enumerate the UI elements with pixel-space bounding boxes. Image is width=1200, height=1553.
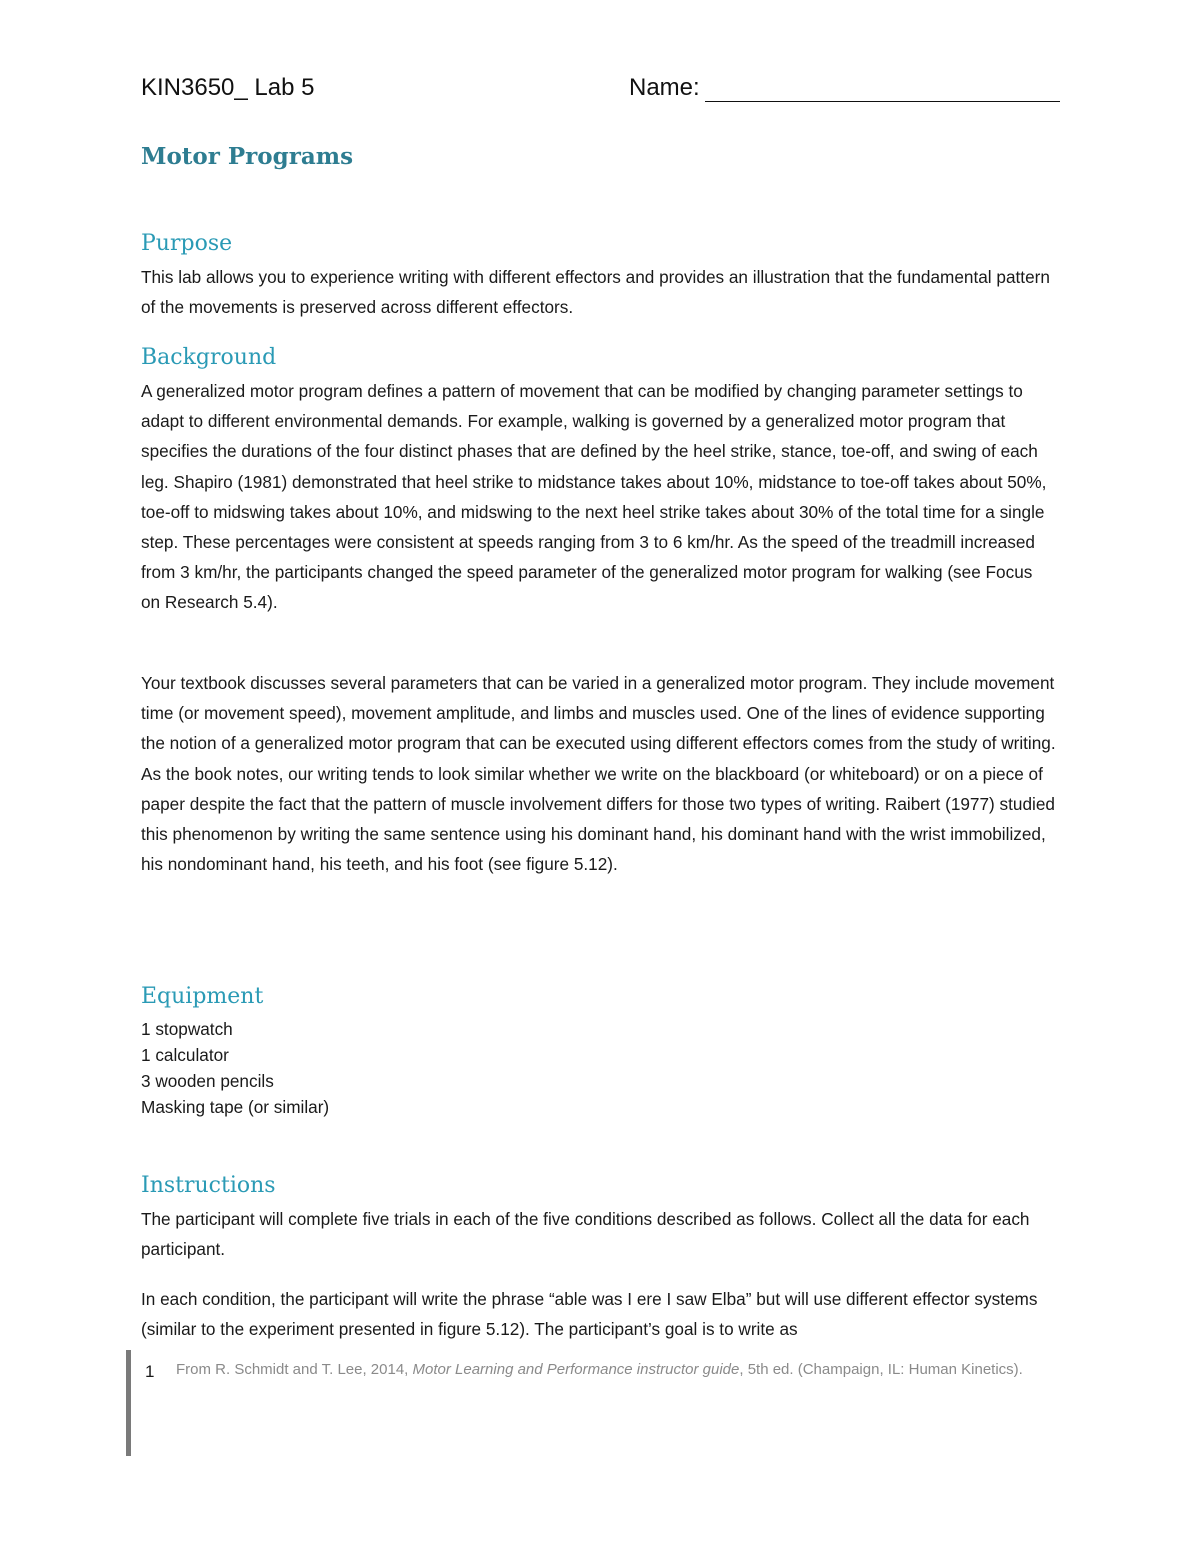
page-header [141, 74, 1061, 108]
instructions-heading: Instructions [141, 1173, 276, 1198]
page-title: Motor Programs [141, 143, 354, 170]
name-label: Name: [629, 74, 700, 101]
footnote-number: 1 [145, 1362, 155, 1381]
background-paragraph-2: Your textbook discusses several parameters that can be varied in a generalized motor program. They include movement time (or movement speed), movement amplitude, and limbs and muscles used. One of the lines of evidence supporting the notion of a generalized motor program that can be executed using different effectors comes from the study of writing. As the book notes, our writing tends to look similar whether we write on the blackboard (or whiteboard) or on a piece of paper despite the fact that the pattern of muscle involvement differs for those two types of writing. Raibert (1977) studied this phenomenon by writing the same sentence using his dominant hand, his dominant hand with the wrist immobilized, his nondominant hand, his teeth, and his foot (see figure 5.12). [141, 673, 1056, 875]
purpose-heading: Purpose [141, 231, 233, 256]
background-paragraph-1: A generalized motor program defines a pattern of movement that can be modified by changing parameter settings to adapt to different environmental demands. For example, walking is governed by a generalized motor program that specifies the durations of the four distinct phases that are defined by the heel strike, stance, toe-off, and swing of each leg. Shapiro (1981) demonstrated that heel strike to midstance takes about 10%, midstance to toe-off takes about 50%, toe-off to midswing takes about 10%, and midswing to the next heel strike takes about 30% of the total time for a single step. These percentages were consistent at speeds ranging from 3 to 6 km/hr. As the speed of the treadmill increased from 3 km/hr, the participants changed the speed parameter of the generalized motor program for walking (see Focus on Research 5.4). [141, 381, 1047, 613]
background-heading: Background [141, 345, 277, 370]
footnote-divider [126, 1350, 131, 1456]
instructions-paragraph-1: The participant will complete five trials in each of the five conditions described as follows. Collect all the data for each participant. [141, 1209, 1030, 1260]
footnote-text [176, 1358, 1036, 1381]
purpose-text: This lab allows you to experience writing with different effectors and provides an illustration that the fundamental pattern of the movements is preserved across different effectors. [141, 267, 1050, 318]
list-item: 1 calculator [141, 1045, 229, 1065]
list-item: 1 stopwatch [141, 1019, 233, 1039]
instructions-paragraph-2: In each condition, the participant will write the phrase “able was I ere I saw Elba” but will use different effector systems (similar to the experiment presented in figure 5.12). The participant’s goal is to write as [141, 1289, 1038, 1340]
list-item: Masking tape (or similar) [141, 1097, 330, 1117]
equipment-heading: Equipment [141, 984, 264, 1009]
footnote-book-title: Motor Learning and Performance instructor guide [412, 1361, 740, 1378]
course-label: KIN3650_ Lab 5 [141, 74, 315, 101]
list-item: 3 wooden pencils [141, 1071, 274, 1091]
name-blank-line[interactable] [705, 101, 1060, 102]
footnote-prefix: From R. Schmidt and T. Lee, 2014, [176, 1361, 413, 1378]
footnote-suffix: , 5th ed. (Champaign, IL: Human Kinetics). [739, 1361, 1023, 1378]
equipment-list [141, 1016, 329, 1120]
